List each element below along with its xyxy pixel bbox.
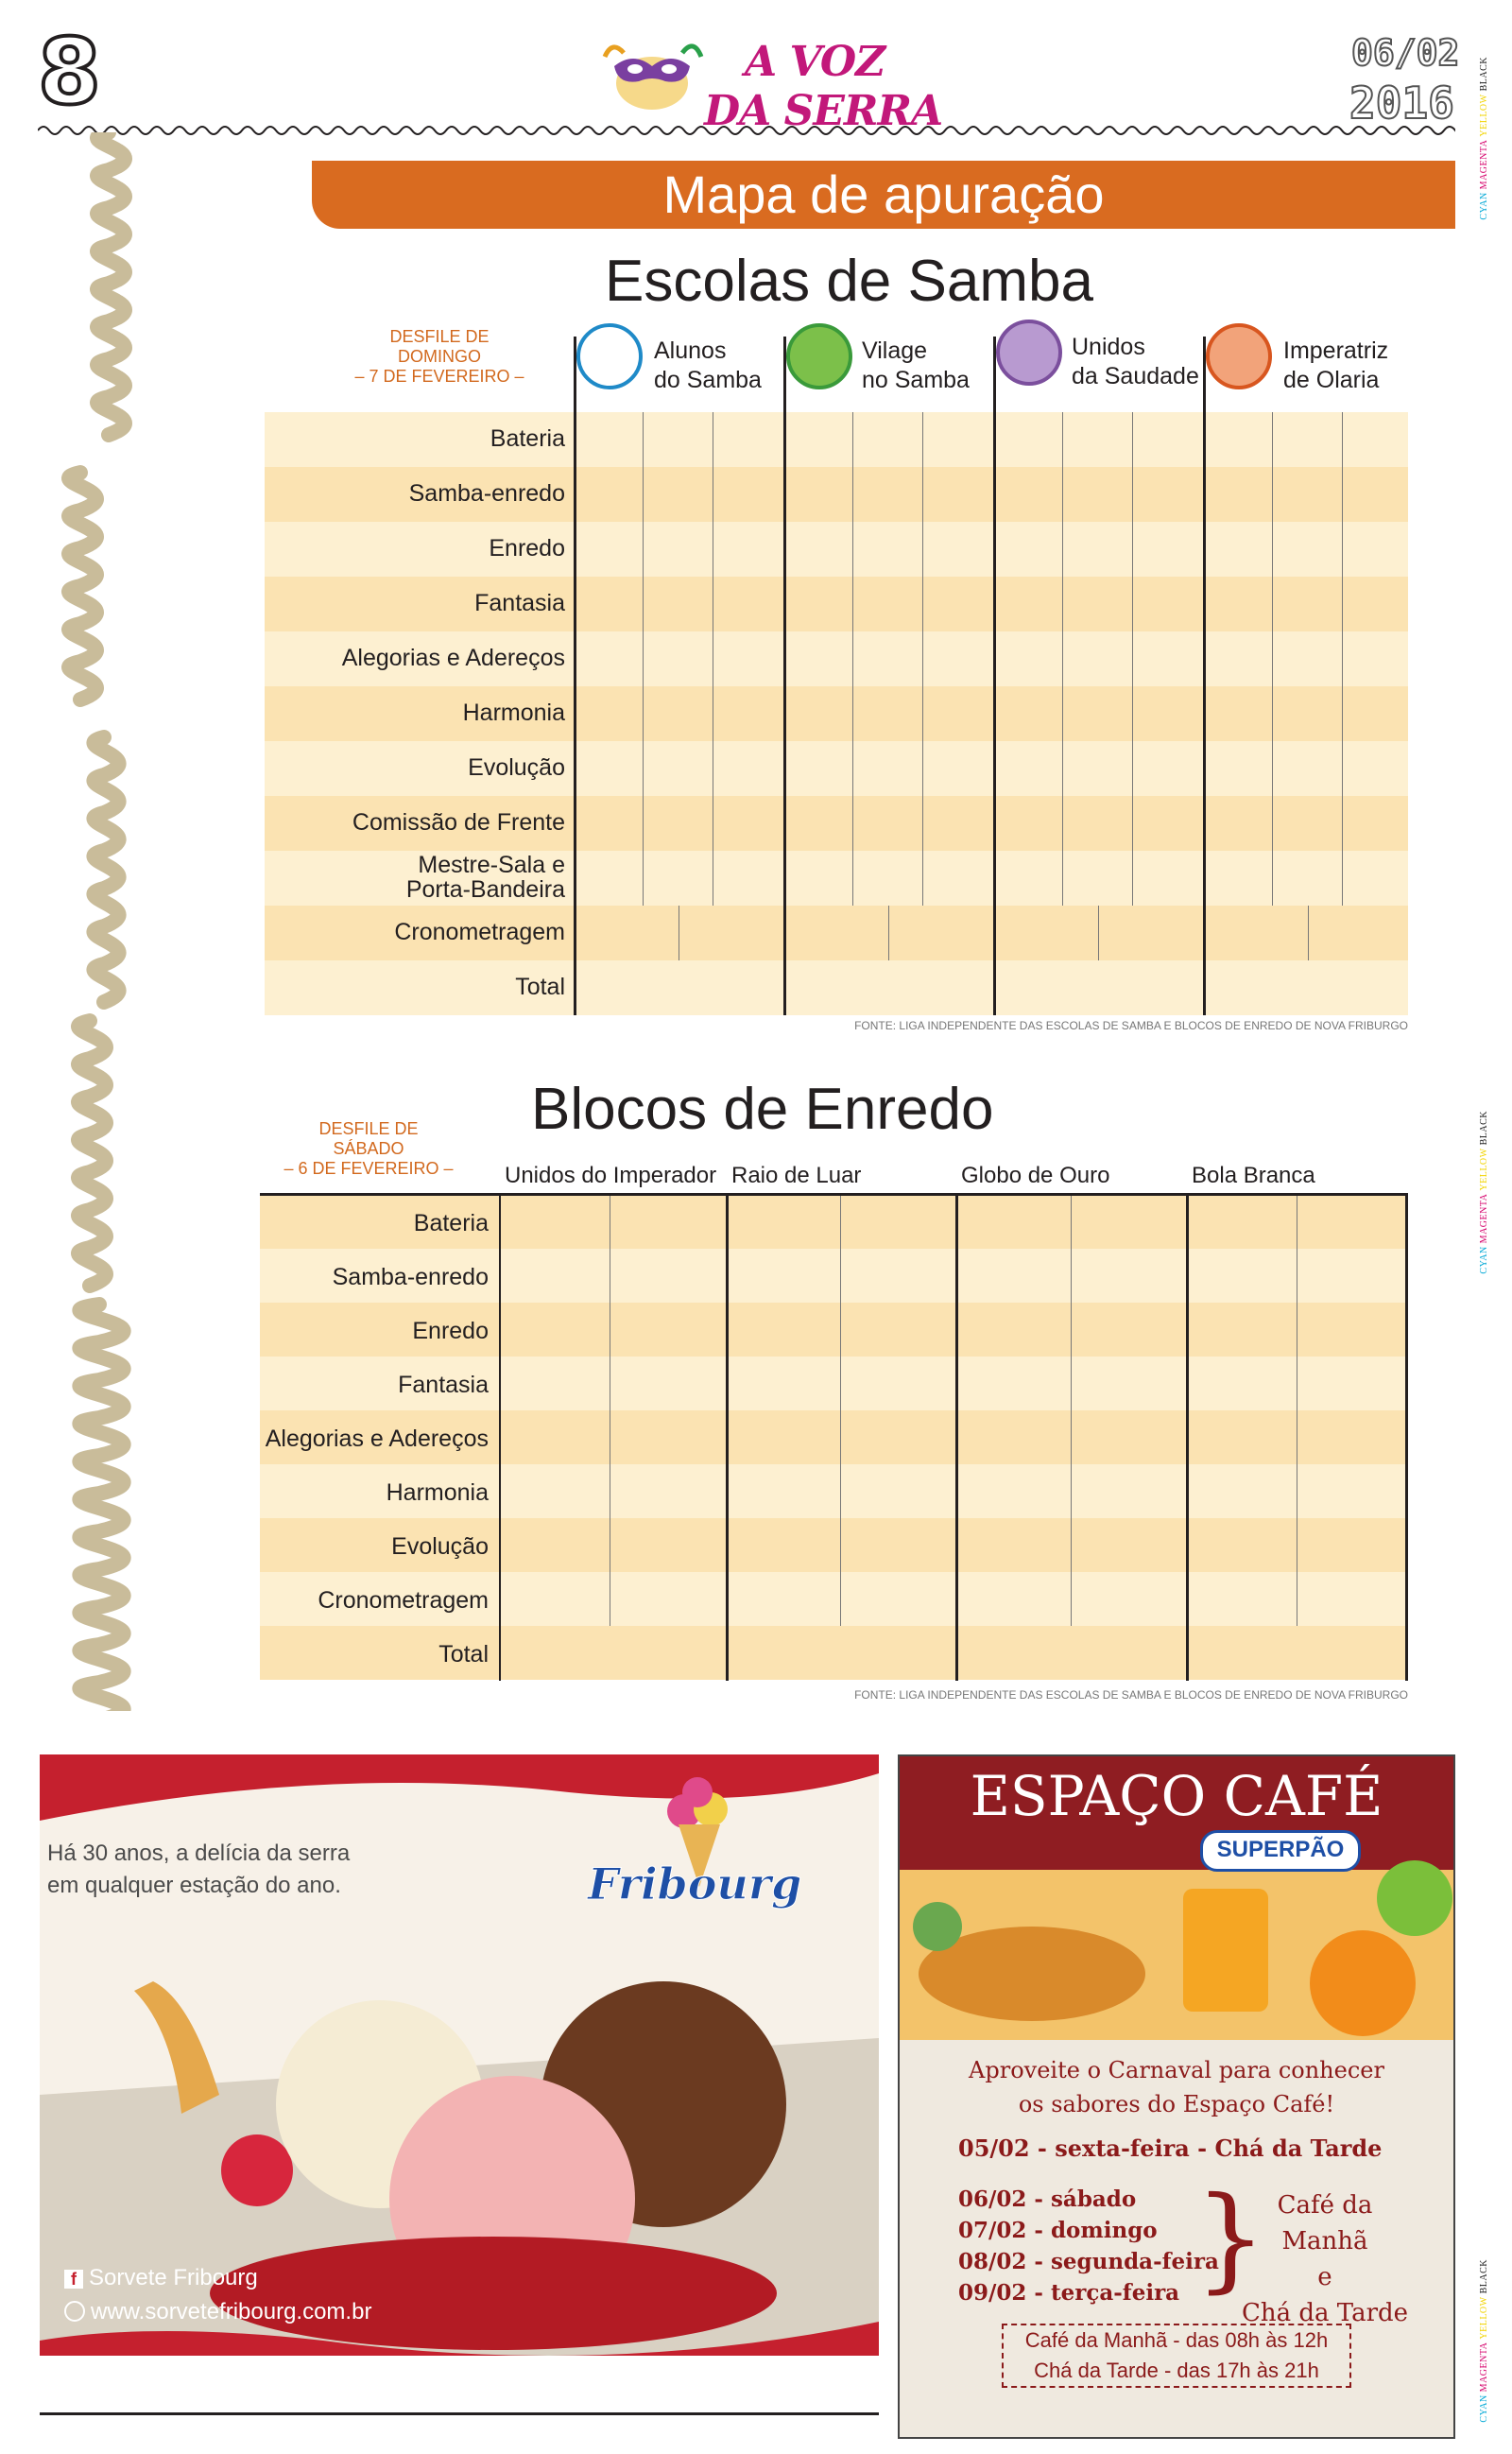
row-label-evolucao: Evolução (391, 1533, 489, 1560)
bloco-header-unidos-imperador: Unidos do Imperador (505, 1163, 717, 1188)
bloco-divider (499, 1193, 501, 1681)
strawberry-icon (221, 2134, 293, 2206)
vilage-emblem-icon (786, 323, 852, 389)
page-title: Mapa de apuração (662, 164, 1105, 224)
ribbon-coil (79, 1305, 123, 1711)
imperatriz-emblem-icon (1206, 323, 1272, 389)
row-label-fantasia: Fantasia (474, 590, 565, 616)
issue-date: 06/02 (1351, 32, 1460, 74)
brace-icon: } (1194, 2173, 1267, 2305)
logo-title-line2: DA SERRA (704, 87, 943, 135)
bottom-rule (40, 2412, 879, 2415)
bloco-divider (1405, 1193, 1408, 1681)
school-divider (783, 337, 786, 1015)
row-label-harmonia: Harmonia (386, 1479, 489, 1506)
school-divider (993, 337, 996, 1015)
cafe-first-day: 05/02 - sexta-feira - Chá da Tarde (958, 2134, 1383, 2162)
juice-glass-icon (1183, 1889, 1268, 2012)
cafe-meals: Café da Manhã e Chá da Tarde (1241, 2191, 1409, 2327)
row-label-evolucao: Evolução (468, 754, 565, 781)
bloco-divider (726, 1193, 729, 1681)
espaco-cafe-ad[interactable] (898, 1754, 1455, 2439)
carnival-mask-icon (595, 38, 709, 113)
bloco-divider (955, 1193, 958, 1681)
row-label-cronometragem: Cronometragem (394, 919, 565, 945)
escolas-source-note: FONTE: LIGA INDEPENDENTE DAS ESCOLAS DE SAMBA E BLOCOS DE ENREDO DE NOVA FRIBURGO (854, 1019, 1408, 1032)
row-label-cronometragem: Cronometragem (318, 1587, 489, 1614)
bloco-header-globo-de-ouro: Globo de Ouro (961, 1163, 1110, 1188)
cafe-title: ESPAÇO CAFÉ (970, 1764, 1383, 1828)
ribbon-coil (94, 737, 118, 1002)
row-label-fantasia: Fantasia (398, 1372, 489, 1398)
row-label-enredo: Enredo (412, 1318, 489, 1344)
row-label-comissao: Comissão de Frente (352, 809, 565, 836)
ribbon-coil (78, 1021, 106, 1286)
page-number: 8 (38, 19, 101, 125)
fribourg-facebook[interactable]: f Sorvete Fribourg (64, 2265, 258, 2291)
blocos-source-note: FONTE: LIGA INDEPENDENTE DAS ESCOLAS DE SAMBA E BLOCOS DE ENREDO DE NOVA FRIBURGO (854, 1688, 1408, 1702)
row-label-bateria: Bateria (413, 1210, 489, 1236)
row-label-enredo: Enredo (489, 535, 565, 562)
fribourg-website-link[interactable]: www.sorvetefribourg.com.br (64, 2299, 371, 2325)
bloco-header-raio-de-luar: Raio de Luar (731, 1163, 862, 1188)
issue-year: 2016 (1349, 78, 1454, 129)
ribbon-coil (97, 132, 125, 435)
cafe-days-list: 06/02 - sábado 07/02 - domingo 08/02 - segunda-feira 09/02 - terça-feira (958, 2186, 1219, 2306)
kiwi-icon (913, 1902, 962, 1951)
bloco-header-bola-branca: Bola Branca (1192, 1163, 1315, 1188)
fribourg-tagline: Há 30 anos, a delícia da serra em qualquer estação do ano. (47, 1840, 351, 1898)
fribourg-ice-cream-ad[interactable] (40, 1754, 879, 2356)
orange-icon (1310, 1930, 1416, 2036)
escolas-desfile-info: DESFILE DE DOMINGO – 7 DE FEVEREIRO – (354, 327, 524, 386)
row-label-samba-enredo: Samba-enredo (408, 480, 565, 507)
escolas-score-table (265, 412, 1408, 1017)
row-label-mestre-sala: Mestre-Sala e Porta-Bandeira (405, 852, 565, 903)
escolas-section-title: Escolas de Samba (605, 249, 1093, 314)
school-divider (574, 337, 576, 1015)
facebook-icon: f (64, 2270, 83, 2289)
row-label-bateria: Bateria (490, 425, 565, 452)
cmyk-registration-top: CYAN MAGENTA YELLOW BLACK (1479, 57, 1489, 220)
ribbon-coil (69, 473, 96, 700)
blocos-section-title: Blocos de Enredo (531, 1077, 994, 1142)
unidos-emblem-icon (996, 320, 1062, 386)
cmyk-registration-bottom: CYAN MAGENTA YELLOW BLACK (1479, 2259, 1489, 2423)
logo-title-line1: A VOZ (745, 38, 885, 86)
globe-icon (64, 2301, 85, 2322)
superpao-logo: SUPERPÃO (1200, 1830, 1361, 1872)
row-label-alegorias: Alegorias e Adereços (265, 1426, 489, 1452)
header-wave-divider (38, 121, 1455, 140)
cafe-hours-box: Café da Manhã - das 08h às 12h Chá da Tarde - das 17h às 21h (1002, 2324, 1351, 2388)
serpentine-ribbon-decoration (38, 132, 198, 1711)
row-label-samba-enredo: Samba-enredo (332, 1264, 489, 1290)
bloco-divider (1186, 1193, 1189, 1681)
alunos-emblem-icon (576, 323, 643, 389)
cmyk-registration-middle: CYAN MAGENTA YELLOW BLACK (1479, 1111, 1489, 1274)
school-divider (1203, 337, 1206, 1015)
row-label-total: Total (515, 974, 565, 1000)
blocos-desfile-info: DESFILE DE SÁBADO – 6 DE FEVEREIRO – (284, 1119, 454, 1178)
row-label-alegorias: Alegorias e Adereços (341, 645, 565, 671)
blocos-score-table (260, 1193, 1408, 1681)
row-label-total: Total (438, 1641, 489, 1668)
cafe-intro: Aproveite o Carnaval para conhecer os sabores do Espaço Café! (969, 2057, 1384, 2117)
apple-icon (1377, 1860, 1452, 1936)
fribourg-brand: Fribourg (588, 1858, 802, 1910)
bowl-icon (210, 2237, 777, 2350)
row-label-harmonia: Harmonia (462, 700, 565, 726)
